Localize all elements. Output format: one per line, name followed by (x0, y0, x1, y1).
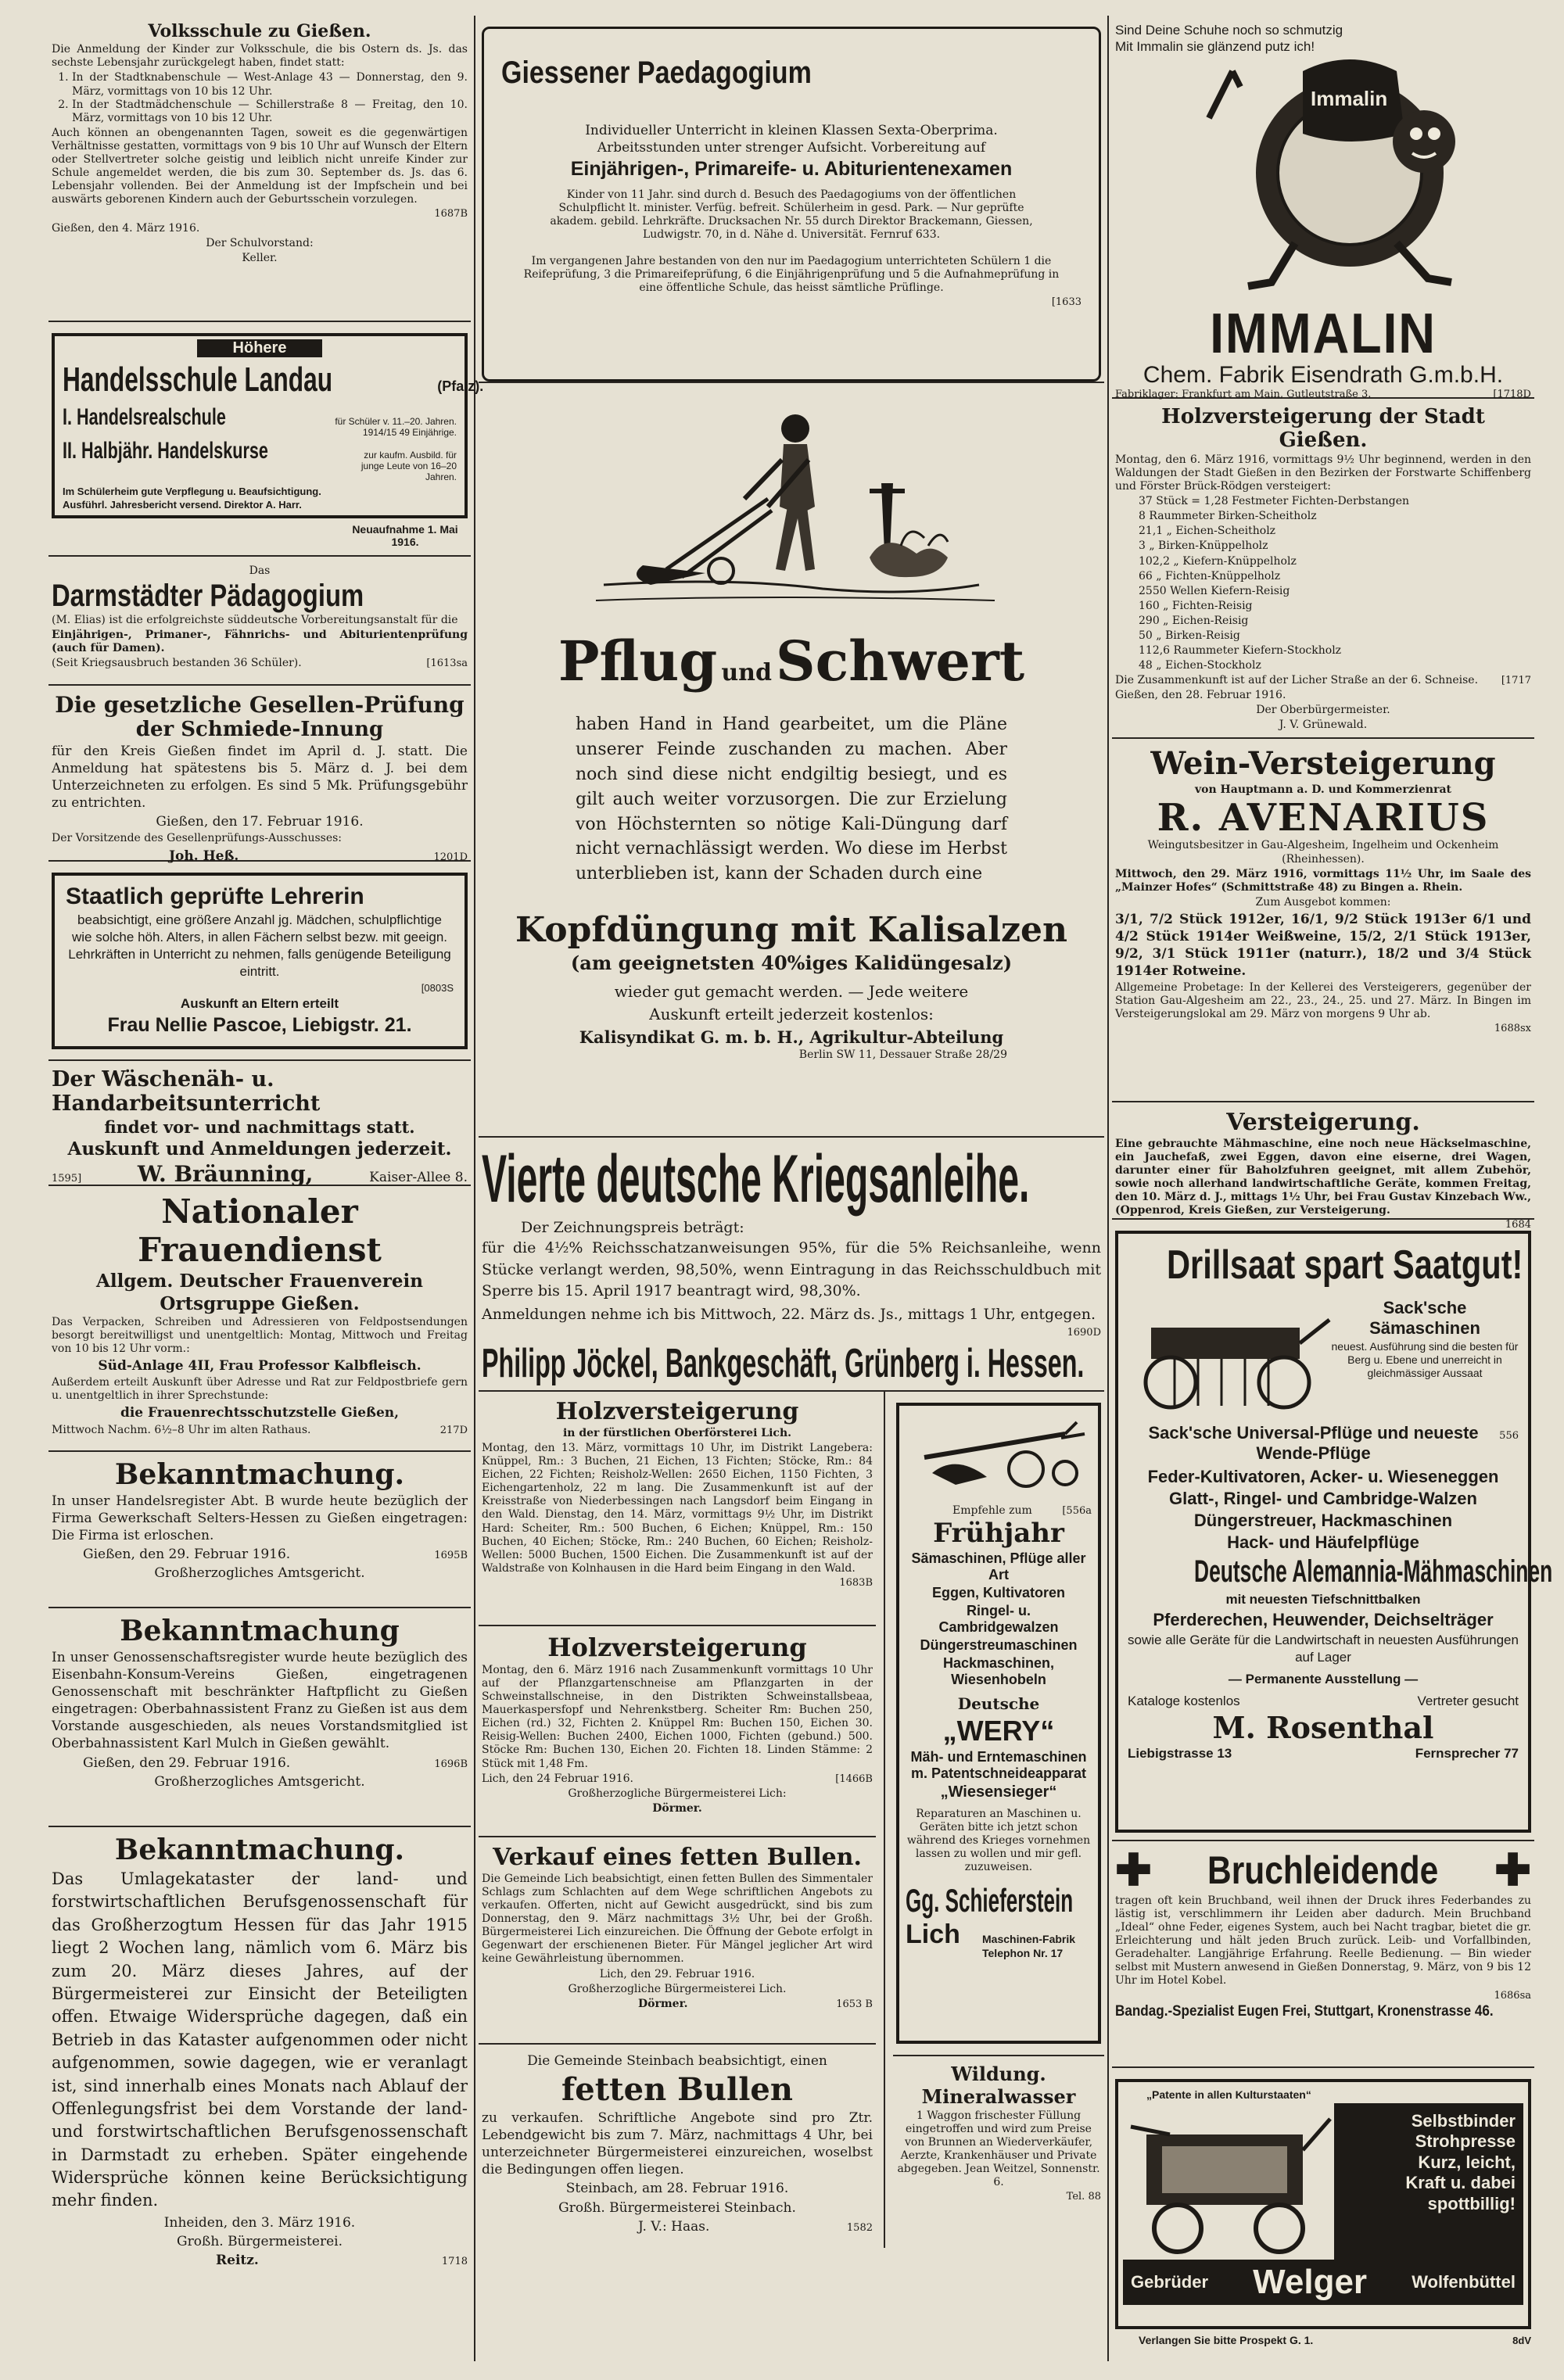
product-line: Sack'sche Universal-Pflüge und neueste Wende-Pflüge (1148, 1423, 1479, 1463)
product-claim: Selbstbinder (1411, 2111, 1516, 2131)
lot-list (1139, 495, 1531, 672)
ad-date: Inheiden, den 3. März 1916. (163, 2214, 356, 2231)
ad-ref: [1633 (1051, 296, 1082, 308)
ad-title: fetten Bullen (561, 2071, 793, 2109)
ad-signature: Dörmer. (652, 1801, 702, 1815)
ad-body: zu verkaufen. Schriftliche Angebote sind pro Ztr. Lebendgewicht bis zum 7. März, nachmittags 4 Uhr, bei unterzeichneter Bürgermeisterei einzureichen, woselbst die Bedingungen offen liegen. (482, 2110, 873, 2178)
ad-signature: J. V.: Haas. (638, 2218, 710, 2235)
ad-signature: J. V. Grünewald. (1279, 719, 1368, 732)
ad-contact: Gg. Schieferstein (906, 1882, 1074, 1919)
ad-ref: 1595] (52, 1173, 82, 1185)
ad-slogan: Mit Immalin sie glänzend putz ich! (1115, 38, 1315, 54)
ad-ref: [556a (1062, 1505, 1092, 1517)
ad-info: Auskunft an Eltern erteilt (180, 996, 339, 1012)
ad-address: Kaiser-Allee 8. (369, 1170, 468, 1185)
ad-date: Gießen, den 29. Februar 1916. (83, 1755, 291, 1771)
column-rule (474, 16, 475, 2361)
ad-ref: 1695B (434, 1550, 468, 1562)
ad-body: Das Umlagekataster der land- und forstwirtschaftlichen Berufsgenossenschaft für das Großherzogtum Hessen für das Jahr 1915 liegt 2 Wochen lang, nämlich vom 6. März bis zum 20. März dieses Jahres, auf der Bürgermeisterei zur Einsicht der Beteiligten offen. Etwaige Widersprüche dagegen, daß ein Betrieb in das Kataster aufgenommen oder nicht aufgenommen, sowie dagegen, wie er veranlagt ist, sind innerhalb eines Monats nach Ablauf der Offenlegungsfrist bei dem Vorstande der land- und forstwirtschaftlichen Berufsgenossenschaft in Darmstadt zu erheben. Später eingehende Widersprüche können keine Berücksichtigung mehr finden. (52, 1869, 468, 2210)
cross-icon: ✚ (1115, 1845, 1152, 1894)
ad-volksschule (48, 16, 471, 322)
ad-signature: Keller. (242, 252, 278, 265)
product-line: Glatt-, Ringel- und Cambridge-Walzen (1169, 1489, 1477, 1508)
ad-drillsaat (1112, 1220, 1553, 1841)
product-line: Düngerstreuer, Hackmaschinen (1193, 1511, 1453, 1530)
plowman-illustration (482, 389, 1101, 624)
ad-contact: W. Bräunning, (137, 1161, 314, 1187)
ad-footer: Bandag.-Spezialist Eugen Frei, Stuttgart, Kronenstrasse 46. (1115, 2002, 1494, 2020)
ad-title: Wildung. Mineralwasser (921, 2063, 1076, 2108)
ad-body: Allgemeine Probetage: In der Kellerei des Versteigerers, gegenüber der Station Gau-Algesheim am 22., 23., 24., 25. und 27. März. In Bingen im Versteigerungslokal am 29. März von morgens 9 Uhr ab. (1115, 981, 1531, 1021)
list-item: 37 Stück = 1,28 Festmeter Fichten-Derbstangen (1139, 495, 1410, 508)
ad-slogan: Sind Deine Schuhe noch so schmutzig (1115, 23, 1343, 38)
list-item: 112,6 Raummeter Kiefern-Stockholz (1139, 644, 1342, 658)
column-middle (479, 16, 1104, 2248)
ad-mineralwasser (893, 2056, 1104, 2236)
ad-bekanntmachung-1 (48, 1452, 471, 1608)
ad-list (72, 71, 468, 124)
brand-wery: „WERY“ (942, 1715, 1055, 1747)
column-left (48, 16, 484, 2269)
ad-address: Liebigstrasse 13 (1128, 1746, 1232, 1762)
ad-ref: [1717 (1501, 675, 1531, 687)
ad-ref: Tel. 88 (1066, 2191, 1101, 2203)
ad-title: Volksschule zu Gießen. (148, 21, 371, 41)
ad-ref: 1686sa (1494, 1989, 1531, 2002)
ad-body: Der Zeichnungspreis beträgt: (521, 1219, 744, 1237)
product-line: sowie alle Geräte für die Landwirtschaft in neuesten Ausführungen auf Lager (1128, 1633, 1519, 1665)
ad-body: 3/1, 7/2 Stück 1912er, 16/1, 9/2 Stück 1913er 6/1 und 4/2 Stück 1914er Weißweine, 15/2, 2/1 Stück 1913er, 9/2, 3/1 Stück 1911er (naturr.), 18/2 und 3/4 Stück 1914er Rotweine. (1115, 911, 1531, 980)
ad-ref: 1684 (1505, 1219, 1531, 1231)
ad-body: haben Hand in Hand gearbeitet, um die Pläne unserer Feinde zuschanden zu machen. Aber noch sind diese nicht endgiltig besiegt, und es gilt auch weiter vorzusorgen. Die zur Erzielung von Höchsternten so nötige Kali-Düngung darf nicht vernachlässigt werden. Wo diese im Herbst unterblieben ist, kann der Schaden durch eine (576, 715, 1007, 884)
ad-ref: 1690D (1067, 1327, 1101, 1339)
ad-title: Bekanntmachung. (114, 1833, 405, 1866)
ad-ref: 1653 B (836, 1998, 873, 2010)
ad-darmstadt (48, 557, 471, 686)
ad-bulle-1 (479, 1837, 876, 2045)
ad-ref: 1201D (433, 851, 468, 863)
ad-bank: Philipp Jöckel, Bankgeschäft, Grünberg i. Hessen. (482, 1341, 1085, 1387)
list-item: 50 „ Birken-Reisig (1139, 629, 1240, 642)
school-name: Handelsschule Landau (63, 360, 333, 399)
ad-title: Holzversteigerung (547, 1633, 807, 1662)
product-line: Feder-Kultivatoren, Acker- u. Wieseneggen (1147, 1467, 1499, 1486)
list-item: 3 „ Birken-Knüppelholz (1139, 539, 1268, 553)
ad-title: Nationaler Frauendienst (138, 1192, 382, 1269)
ad-body: für den Kreis Gießen findet im April d. J. statt. Die Anmeldung hat spätestens bis 5. März d. J. bei dem Unterzeichneten zu erfolgen. Es sind 5 Mk. Prüfungsgebühr zu entrichten. (52, 744, 468, 812)
ad-subtitle: von Hauptmann a. D. und Kommerzienrat (1195, 783, 1451, 796)
ad-ref: [1718D (1493, 389, 1531, 401)
cross-icon: ✚ (1494, 1845, 1531, 1894)
ad-ref: 1683B (839, 1576, 873, 1589)
list-item: 2. In der Stadtmädchenschule — Schillerstraße 8 — Freitag, den 10. März, vormittags von 10 bis 12 Uhr. (72, 99, 468, 125)
list-item: 2550 Wellen Kiefern-Reisig (1139, 584, 1290, 597)
ad-date: Mittwoch, den 29. März 1916, vormittags 11½ Uhr, im Saale des „Mainzer Hofes“ (Schmittstraße 48) zu Bingen a. Rhein. (1115, 867, 1531, 894)
ad-ref: 1582 (846, 2221, 873, 2234)
ad-sign: Der Vorsitzende des Gesellenprüfungs-Ausschusses: (52, 832, 343, 845)
list-item: 21,1 „ Eichen-Scheitholz (1139, 525, 1276, 538)
ad-subtitle: in der fürstlichen Oberförsterei Lich. (562, 1427, 792, 1439)
press-illustration (1123, 2103, 1334, 2260)
ad-patent: „Patente in allen Kulturstaaten“ (1146, 2088, 1311, 2101)
ad-seller: R. AVENARIUS (1157, 796, 1490, 841)
ad-holz-1 (479, 1392, 876, 1626)
ad-date: Lich, den 29. Februar 1916. (599, 1967, 755, 1980)
ad-bekanntmachung-3 (48, 1827, 471, 2269)
ad-line: findet vor- und nachmittags statt. (104, 1117, 415, 1137)
ad-title: der Schmiede-Innung (135, 718, 384, 741)
ad-title: Bruchleidende (1207, 1848, 1439, 1892)
ad-phone: Fernsprecher 77 (1415, 1746, 1519, 1762)
ad-body: beabsichtigt, eine größere Anzahl jg. Mädchen, schulpflichtige wie solche höh. Alters, in allen Fächern selbst bezw. mit geeign. Lehrkräften in Unterricht zu nehmen, falls genügende Beteiligung eintritt. (68, 912, 451, 980)
list-item: 160 „ Fichten-Reisig (1139, 599, 1253, 612)
ad-title: Bekanntmachung (120, 1615, 400, 1647)
ad-title: Versteigerung. (1226, 1109, 1420, 1136)
ad-sign: Großh. Bürgermeisterei. (177, 2233, 343, 2249)
list-item: 8 Raummeter Birken-Scheitholz (1139, 510, 1317, 523)
ad-title: Pflug (558, 629, 718, 694)
ad-versteigerung (1112, 1102, 1534, 1231)
ad-sign: Großherzogliche Bürgermeisterei Lich: (568, 1787, 787, 1800)
ad-date: Gießen, den 29. Februar 1916. (83, 1547, 291, 1563)
ad-date: Lich, den 24 Februar 1916. (482, 1772, 633, 1785)
brand-prefix: Gebrüder (1131, 2272, 1209, 2292)
ad-city: Lich (906, 1919, 960, 1950)
product-line: Deutsche Alemannia-Mähmaschinen (1194, 1554, 1553, 1589)
plow-illustration (906, 1410, 1092, 1504)
ad-bulle-2 (479, 2045, 876, 2248)
school-region: (Pfalz). (437, 378, 484, 394)
column-rule (1107, 16, 1109, 2361)
ad-handelsschule (48, 322, 484, 557)
ad-waesche (48, 1061, 471, 1186)
list-item: 102,2 „ Kiefern-Knüppelholz (1139, 554, 1297, 568)
ad-body: Einjährigen-, Primaner-, Fähnrichs- und Abiturientenprüfung (auch für Damen). (52, 629, 468, 655)
ad-schieferstein (893, 1392, 1104, 2056)
ad-body: wieder gut gemacht werden. — Jede weitere Auskunft erteilt jederzeit kostenlos: (614, 982, 969, 1024)
product-claim: Strohpresse (1415, 2131, 1516, 2152)
list-item: 48 „ Eichen-Stockholz (1139, 659, 1261, 672)
ad-sign: Der Schulvorstand: (206, 237, 314, 250)
ad-title: Giessener Paedagogium (501, 56, 812, 90)
school-detail: 1914/15 49 Einjährige. (362, 427, 457, 438)
product-item: Düngerstreumaschinen (920, 1637, 1078, 1654)
ad-sign: Großherzogliches Amtsgericht. (154, 1773, 365, 1790)
ad-title: Bekanntmachung. (114, 1458, 405, 1491)
list-item: 1. In der Stadtknabenschule — West-Anlage 43 — Donnerstag, den 9. März, vormittags von 10 bis 12 Uhr. (72, 71, 468, 98)
ad-title: Schwert (776, 629, 1025, 694)
ad-date: Gießen, den 4. März 1916. (52, 222, 200, 235)
ad-title: Vierte deutsche Kriegsanleihe. (482, 1142, 1030, 1217)
ad-body: die Frauenrechtsschutzstelle Gießen, (120, 1405, 400, 1421)
ad-body: 1 Waggon frischester Füllung eingetroffen und wird zum Preise von Brunnen an Wiederverkäufer, Aerzte, Krankenhäuser und Private abgegeben. Jean Weitzel, Sonnenstr. 6. (897, 2109, 1100, 2189)
ad-title: Kopfdüngung mit Kalisalzen (515, 910, 1067, 951)
ad-ref: 8dV (1512, 2335, 1531, 2346)
ad-ref: 1687B (434, 208, 468, 220)
ad-gesellen (48, 686, 471, 862)
ad-ref: 1696B (434, 1758, 468, 1770)
ad-title: Holzversteigerung der Stadt Gießen. (1161, 405, 1485, 452)
product-line: mit neuesten Tiefschnittbalken (1225, 1592, 1421, 1607)
ad-note: Vertreter gesucht (1417, 1694, 1519, 1709)
ad-sign: Der Oberbürgermeister. (1256, 704, 1390, 717)
ad-contact: Frau Nellie Pascoe, Liebigstr. 21. (107, 1014, 412, 1037)
ad-wein (1112, 739, 1534, 1102)
ad-body: Montag, den 6. März 1916, vormittags 9½ Uhr beginnend, werden in den Waldungen der Stadt Gießen in den Bezirken der Forstwarte Schiffenberg und Förster Brück-Rödgen versteigert: (1115, 453, 1531, 493)
ad-holz-2 (479, 1626, 876, 1837)
ad-date: Gießen, den 17. Februar 1916. (156, 814, 364, 830)
ad-body: Die Zusammenkunft ist auf der Licher Straße an der 6. Schneise. (1115, 674, 1479, 687)
product-item: Mäh- und Erntemaschinen m. Patentschneideapparat (910, 1749, 1087, 1782)
ad-body: Montag, den 6. März 1916 nach Zusammenkunft vormittags 10 Uhr auf der Pflanzgartenschneise am Pflanzgarten in der Schweinstallschneise, in den Distrikten Schweinstallsbeaa, Mauerkaspersfopf und Nehrenkstberg. Scheiter Rm: Buchen 250, Eichen (rd.) 32, Fichten 2. Knüppel Rm: Buchen 150, Eichen 30. Reisig-Wellen: Buchen 2400, Eichen 1000, Fichten (gebund.) 500. Stöcke Rm: Buchen 130, Eichen 20. Fichten 18. Linden Stämme: 2 Stück mit 1,48 Fm. (482, 1664, 873, 1770)
ad-body: Eine gebrauchte Mähmaschine, eine noch neue Häckselmaschine, ein Jauchefaß, zwei Eggen, davon eine eiserne, drei Wagen, darunter einer für Baholzfuhren geeignet, mit allem Zubehör, sowie noch allerhand landwirtschaftliche Geräte, kommen Freitag, den 10. März d. J., mittags 1½ Uhr, bei Frau Gustav Kinzebach Ww., (Oppenrod, Kreis Gießen, zur Versteigerung. (1115, 1138, 1531, 1217)
ad-body: In unser Genossenschaftsregister wurde heute bezüglich des Eisenbahn-Konsum-Vereins Gießen, eingetragenen Genossenschaft mit beschränkter Haftpflicht zu Gießen eingetragen: Oberbahnassistent Franz zu Gießen ist aus dem Vorstande ausgeschieden, als neues Vorstandsmitglied ist Oberbahnassistent Karl Mulch in Gießen gewählt. (52, 1650, 468, 1752)
ad-address: Berlin SW 11, Dessauer Straße 28/29 (798, 1048, 1007, 1062)
school-line: I. Handelsrealschule (63, 404, 226, 430)
column-right (1112, 16, 1553, 2365)
ad-contact: Kalisyndikat G. m. b. H., Agrikultur-Abteilung (579, 1027, 1004, 1048)
ad-bekanntmachung-2 (48, 1608, 471, 1827)
ad-title: Die gesetzliche Gesellen-Prüfung (55, 692, 465, 718)
tin-label: Immalin (1311, 87, 1388, 111)
ad-body: Auch können an obengenannten Tagen, soweit es die gegenwärtigen Verhältnisse gestatten, vormittags von 9 bis 10 Uhr auf Wunsch der Eltern oder Stellvertreter solche geistig und leiblich nicht unreife Kinder zur Schule angemeldet werden, die bis zum 30. September ds. Js. das 6. Lebensjahr vollenden. Bei der Anmeldung ist der Impfschein und bei auswärts geborenen Kindern auch der Geburtsschein vorzulegen. (52, 126, 468, 206)
ad-subtitle: (am geeignetsten 40%iges Kalidüngesalz) (570, 952, 1013, 975)
ad-lehrerin (48, 862, 471, 1061)
ad-ref: 1718 (441, 2256, 468, 2268)
ad-body: Kinder von 11 Jahr. sind durch d. Besuch des Paedagogiums von der öffentlichen Schulpflicht lt. minister. Verfüg. befreit. Schülerheim in gesd. Park. — Nur geprüfte akadem. gebild. Lehrkräfte. Drucksachen Nr. 55 durch Direktor Brackemann, Giessen, Ludwigstr. 70, in d. Nähe d. Universität. Fernruf 633. (550, 188, 1033, 242)
ad-sign: Großherzogliches Amtsgericht. (154, 1565, 365, 1582)
ad-ref: 217D (439, 1424, 468, 1436)
ad-sign: Großh. Bürgermeisterei Steinbach. (558, 2199, 796, 2216)
product-claim: spottbillig! (1427, 2193, 1516, 2213)
ad-signature: Dörmer. (638, 1997, 688, 2010)
ads-subcolumn (885, 1392, 1104, 2248)
ad-body: Anmeldungen nehme ich bis Mittwoch, 22. März ds. Js., mittags 1 Uhr, entgegen. (482, 1305, 1096, 1323)
ad-title: und (721, 659, 772, 686)
ad-date: Steinbach, am 28. Februar 1916. (565, 2181, 789, 2197)
product-line: Pferderechen, Heuwender, Deichselträger (1153, 1610, 1494, 1630)
product-line: Hack- und Häufelpflüge (1227, 1532, 1419, 1552)
ad-contact: M. Rosenthal (1212, 1710, 1434, 1746)
ad-ref: 1688sx (1494, 1023, 1531, 1035)
ad-paedagogium (479, 16, 1104, 383)
ad-ref: 556 (1499, 1430, 1519, 1442)
ad-body: (Seit Kriegsausbruch bestanden 36 Schüler). (52, 657, 302, 670)
school-detail: für Schüler v. 11.–20. Jahren. (335, 416, 457, 427)
product-name: Sack'sche Sämaschinen (1369, 1298, 1480, 1338)
ad-bruchleidende (1112, 1841, 1534, 2068)
firm-address: Fabriklager: Frankfurt am Main, Gutleutstraße 3. (1115, 389, 1372, 401)
ad-footer: Verlangen Sie bitte Prospekt G. 1. (1139, 2334, 1314, 2346)
ad-top: Höhere (197, 339, 322, 357)
ad-title: Staatlich geprüfte Lehrerin (66, 884, 364, 909)
product-claim: Kraft u. dabei (1405, 2173, 1516, 2193)
ad-exam: Einjährigen-, Primareife- u. Abiturientenexamen (570, 158, 1013, 181)
ad-ref: [1466B (835, 1772, 873, 1785)
school-detail: Ausführl. Jahresbericht versend. Direktor A. Harr. (63, 499, 302, 511)
school-line: II. Halbjähr. Handelskurse (63, 438, 268, 464)
ad-body: In unser Handelsregister Abt. B wurde heute bezüglich der Firma Gewerkschaft Selters-Hessen zu Gießen eingetragen: Die Firma ist erloschen. (52, 1493, 468, 1544)
ad-pflug-schwert (479, 383, 1104, 1138)
ad-title: Darmstädter Pädagogium (52, 579, 364, 614)
ad-pre: Empfehle zum (952, 1504, 1032, 1517)
brand-name: Welger (1253, 2263, 1368, 2302)
ad-body: (M. Elias) ist die erfolgreichste süddeutsche Vorbereitungsanstalt für die (52, 614, 458, 627)
ad-sign: Großherzogliche Bürgermeisterei Lich. (568, 1982, 787, 1995)
ad-subtitle: Allgem. Deutscher Frauenverein (96, 1271, 423, 1292)
ad-title: Frühjahr (933, 1518, 1064, 1550)
ad-title: Verkauf eines fetten Bullen. (493, 1844, 862, 1871)
ad-ref: [1613sa (426, 658, 468, 670)
ads-subcolumn (479, 1392, 885, 2248)
ad-title: Wein-Versteigerung (1150, 745, 1496, 782)
ad-line: Auskunft und Anmeldungen jederzeit. (67, 1138, 452, 1160)
ad-signature: Joh. Heß. (169, 848, 239, 864)
seeder-illustration (1128, 1296, 1331, 1421)
ad-note: Kataloge kostenlos (1128, 1694, 1240, 1709)
list-item: 290 „ Eichen-Reisig (1139, 614, 1249, 627)
school-note: Neuaufnahme 1. Mai 1916. (352, 523, 458, 548)
ad-title: Drillsaat spart Saatgut! (1167, 1242, 1523, 1288)
ad-body: Mittwoch Nachm. 6½–8 Uhr im alten Rathaus. (52, 1423, 311, 1436)
ad-subtitle: Weingutsbesitzer in Gau-Algesheim, Ingelheim und Ockenheim (Rheinhessen). (1147, 839, 1499, 866)
ad-pre: Das (249, 565, 271, 577)
ad-ref: [0803S (421, 982, 454, 995)
ad-body: Die Gemeinde Lich beabsichtigt, einen fetten Bullen des Simmentaler Schlags zum Schlachten auf dem Wege schriftlichen Angebots zu verkaufen. Offerten, nicht auf Gewicht ausgedrückt, sind bis zum Donnerstag, den 9. März nachmittags 3½ Uhr, bei der Großh. Bürgermeisterei Lich einzureichen. Die Öffnung der Gebote erfolgt in Gegenwart der erschienenen Bieter. Für Mängel jeglicher Art wird keine Gewährleistung übernommen. (482, 1873, 873, 1966)
ad-body: Reparaturen an Maschinen u. Geräten bitte ich jetzt schon während des Krieges vornehmen lassen zu wollen und mir gefl. zuzuweisen. (906, 1808, 1091, 1874)
ad-title: Der Wäschenäh- u. Handarbeitsunterricht (52, 1067, 321, 1116)
ad-body: Außerdem erteilt Auskunft über Adresse und Rat zur Feldpostbriefe gern u. unentgeltlich in ihrer Sprechstunde: (52, 1376, 468, 1403)
product-claim: Kurz, leicht, (1418, 2152, 1516, 2172)
product-item: Sämaschinen, Pflüge aller Art (911, 1550, 1086, 1583)
product-item: Ringel- u. Cambridgewalzen (938, 1603, 1059, 1636)
product-desc: neuest. Ausführung sind die besten für Berg u. Ebene und unerreicht in gleichmässiger Aussaat (1331, 1340, 1519, 1380)
product-item: Hackmaschinen, Wiesenhobeln (942, 1655, 1055, 1688)
ad-label: Deutsche (957, 1694, 1040, 1714)
school-detail: Im Schülerheim gute Verpflegung u. Beaufsichtigung. (63, 486, 321, 497)
ad-frauendienst (48, 1186, 471, 1452)
ad-body: tragen oft kein Bruchband, weil ihnen der Druck ihres Federbandes zu lästig ist, verschlimmern ihr Leiden aber dadurch. Mein Bruchband „Ideal“ ohne Feder, eigenes System, auch bei Nacht tragbar, bietet die gr. Erleichterung und hält jeden Bruch zurück. Leib- und Vorfallbinden, Geradehalter. Langjährige Erfahrung. Reelle Bedienung. — Bin wieder selbst mit Mustern anwesend in Gießen Donnerstag, 9. März, von 9 bis 12 Uhr im Hotel Kobel. (1115, 1894, 1531, 1988)
ad-immalin (1112, 16, 1534, 399)
ad-welger (1112, 2068, 1534, 2365)
ad-body: Im vergangenen Jahre bestanden von den nur im Paedagogium unterrichteten Schülern 1 die Reifeprüfung, 3 die Primareifeprüfung, 6 die Einjährigenprüfung und 5 die Aufnahmeprüfung in eine öffentliche Schule, das heisst sämtliche Prüflinge. (523, 254, 1060, 294)
ad-signature: Reitz. (216, 2253, 259, 2269)
ad-kriegsanleihe (479, 1138, 1104, 1392)
brand-name: IMMALIN (1210, 303, 1437, 366)
school-detail: zur kaufm. Ausbild. für junge Leute von 16–20 Jahren. (361, 450, 457, 482)
ad-firm: Maschinen-Fabrik Telephon Nr. 17 (982, 1933, 1076, 1959)
ad-subtitle: Ortsgruppe Gießen. (160, 1293, 360, 1314)
ad-title: Holzversteigerung (555, 1398, 799, 1425)
ad-body: Montag, den 13. März, vormittags 10 Uhr, im Distrikt Langebera: Knüppel, Rm.: 3 Buchen, 21 Eichen, 13 Fichten; Stöcke, Rm.: 84 Eichen, 22 Fichten; Reisholz-Wellen: 2650 Eichen, 1150 Fichten, 3 Eichengartenholz, 22 m lang. Die Zusammenkunft ist auf der Kreisstraße von Niederbessingen nach Langsdorf beim Eingang in den Wald. Dienstag, den 14. März, vormittags 9½ Uhr, im Distrikt Hard: Scheiter, Rm.: 500 Buchen, 6 Eichen; Knüppel, Rm.: 150 Buchen, 40 Eichen; Stöcke, Rm.: 240 Buchen, 60 Eichen; Reisholz-Wellen: 5000 Buchen, 1500 Eichen. Die Zusammenkunft ist auf der Waldstraße von Kolnhausen in die Hard beim Eingang in den Wald. (482, 1442, 873, 1575)
immalin-illustration (1115, 56, 1531, 306)
ad-body: für die 4½% Reichsschatzanweisungen 95%, für die 5% Reichsanleihe, wenn Stücke verlangt werden, 98,50%, wenn Eintragung in das Reichsschuldbuch mit Sperre bis 15. April 1917 beantragt wird, 98,30%. (482, 1239, 1101, 1300)
brand-city: Wolfenbüttel (1412, 2272, 1516, 2292)
ad-date: Gießen, den 28. Februar 1916. (1115, 689, 1286, 702)
ad-body: Individueller Unterricht in kleinen Klassen Sexta-Oberprima. Arbeitsstunden unter strenger Aufsicht. Vorbereitung auf (585, 123, 998, 156)
ad-holz-stadt (1112, 399, 1534, 739)
product-item: Eggen, Kultivatoren (931, 1585, 1065, 1601)
list-item: 66 „ Fichten-Knüppelholz (1139, 569, 1281, 582)
ad-intro: Die Anmeldung der Kinder zur Volksschule, die bis Ostern ds. Js. das sechste Lebensjahr zurückgelegt haben, findet statt: (52, 43, 468, 70)
ad-body: Süd-Anlage 4II, Frau Professor Kalbfleisch. (98, 1358, 421, 1375)
product-line: — Permanente Ausstellung — (1228, 1672, 1419, 1687)
firm-name: Chem. Fabrik Eisendrath G.m.b.H. (1143, 362, 1504, 389)
ad-label: Zum Ausgebot kommen: (1255, 895, 1391, 909)
ad-pre: Die Gemeinde Steinbach beabsichtigt, einen (527, 2053, 827, 2069)
ad-body: Das Verpacken, Schreiben und Adressieren von Feldpostsendungen besorgt bereitwilligst und unentgeltlich: Montag, Mittwoch und Freitag von 10 bis 12 Uhr vorm.: (52, 1316, 468, 1356)
brand-wiesensieger: „Wiesensieger“ (940, 1783, 1057, 1801)
